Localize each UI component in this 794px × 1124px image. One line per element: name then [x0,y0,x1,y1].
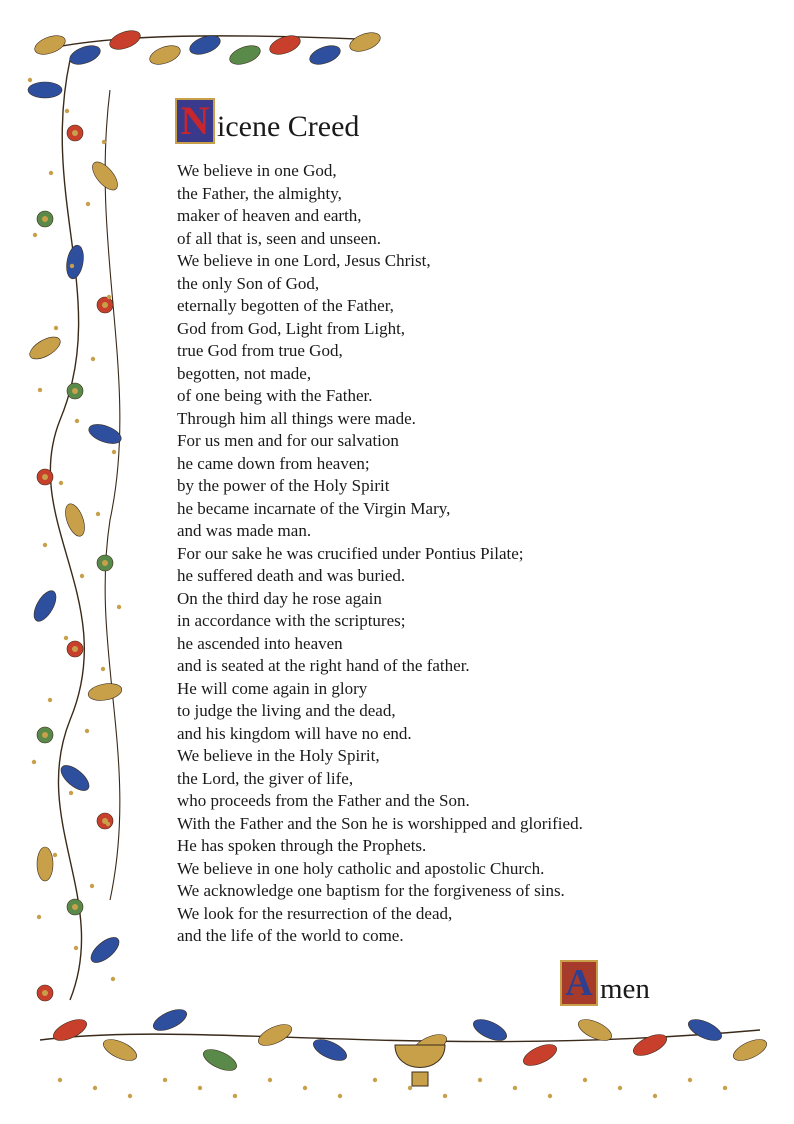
gold-dot-icon [65,109,69,113]
flower-center-icon [72,388,78,394]
flower-center-icon [42,990,48,996]
creed-line: God from God, Light from Light, [177,318,406,338]
gold-dot-icon [408,1086,412,1090]
flower-center-icon [42,732,48,738]
gold-dot-icon [478,1078,482,1082]
title-initial-box [175,98,215,144]
creed-line: by the power of the Holy Spirit [177,476,390,495]
amen-text: men [600,973,650,1005]
gold-dot-icon [688,1078,692,1082]
gold-dot-icon [33,233,37,237]
amen-initial: A [565,962,593,1004]
acanthus-leaf-icon [67,42,103,68]
creed-line: We look for the resurrection of the dead, [177,903,453,923]
gold-dot-icon [37,915,41,919]
creed-line: We believe in one God, [177,161,337,180]
creed-line: Through him all things were made. [177,408,416,428]
gold-dot-icon [107,295,111,299]
gold-dot-icon [58,1078,62,1082]
creed-line: We believe in one holy catholic and apostolic Church. [177,858,545,878]
gold-dot-icon [93,1086,97,1090]
flower-center-icon [72,904,78,910]
flower-center-icon [102,302,108,308]
acanthus-leaf-icon [64,244,86,280]
creed-text [177,160,717,948]
gold-dot-icon [268,1078,272,1082]
creed-line: who proceeds from the Father and the Son. [177,791,470,810]
creed-line: the Father, the almighty, [177,183,342,203]
creed-line: the Lord, the giver of life, [177,768,354,788]
creed-line: On the third day he rose again [177,588,382,608]
acanthus-leaf-icon [28,82,62,98]
acanthus-leaf-icon [730,1035,769,1065]
gold-dot-icon [91,357,95,361]
acanthus-leaf-icon [87,681,123,703]
creed-line: He has spoken through the Prophets. [177,836,427,855]
flower-center-icon [72,646,78,652]
acanthus-leaf-icon [147,42,183,68]
gold-dot-icon [443,1094,447,1098]
gold-dot-icon [111,977,115,981]
acanthus-leaf-icon [50,1015,89,1045]
creed-line: he suffered death and was buried. [177,566,406,585]
gold-dot-icon [128,1094,132,1098]
creed-line: and his kingdom will have no end. [177,723,412,743]
creed-line: and is seated at the right hand of the father. [177,656,470,675]
gold-dot-icon [74,946,78,950]
gold-dot-icon [69,791,73,795]
acanthus-leaf-icon [57,761,93,795]
gold-dot-icon [28,78,32,82]
creed-line: the only Son of God, [177,273,320,293]
gold-dot-icon [86,202,90,206]
gold-dot-icon [53,853,57,857]
gold-dot-icon [80,574,84,578]
acanthus-leaf-icon [227,42,263,68]
gold-dot-icon [85,729,89,733]
gold-dot-icon [653,1094,657,1098]
flower-center-icon [42,474,48,480]
vase-icon [395,1045,445,1068]
amen-initial-box [560,960,598,1006]
gold-dot-icon [64,636,68,640]
gold-dot-icon [373,1078,377,1082]
acanthus-leaf-icon [520,1040,559,1070]
gold-dot-icon [102,140,106,144]
acanthus-leaf-icon [86,421,123,448]
acanthus-leaf-icon [470,1015,509,1045]
flower-center-icon [42,216,48,222]
gold-dot-icon [75,419,79,423]
gold-dot-icon [48,698,52,702]
creed-line: For our sake he was crucified under Pontius Pilate; [177,543,524,563]
title-initial: N [180,98,210,143]
creed-line: We acknowledge one baptism for the forgiveness of sins. [177,881,565,900]
gold-dot-icon [163,1078,167,1082]
gold-dot-icon [198,1086,202,1090]
gold-dot-icon [101,667,105,671]
acanthus-leaf-icon [62,501,89,538]
creed-line: in accordance with the scriptures; [177,611,406,630]
acanthus-leaf-icon [150,1005,189,1035]
gold-dot-icon [96,512,100,516]
creed-line: to judge the living and the dead, [177,701,396,720]
gold-dot-icon [70,264,74,268]
acanthus-leaf-icon [26,333,63,364]
gold-dot-icon [54,326,58,330]
gold-dot-icon [90,884,94,888]
creed-line: maker of heaven and earth, [177,206,362,225]
gold-dot-icon [233,1094,237,1098]
creed-line: he became incarnate of the Virgin Mary, [177,498,451,518]
creed-line: eternally begotten of the Father, [177,296,394,315]
acanthus-leaf-icon [32,32,68,58]
creed-line: begotten, not made, [177,363,312,383]
gold-dot-icon [106,822,110,826]
flower-center-icon [102,560,108,566]
creed-line: We believe in the Holy Spirit, [177,746,380,765]
gold-dot-icon [338,1094,342,1098]
acanthus-leaf-icon [347,29,383,55]
acanthus-leaf-icon [100,1035,139,1065]
vine-stem [105,90,120,900]
creed-line: of all that is, seen and unseen. [177,228,381,248]
gold-dot-icon [59,481,63,485]
gold-dot-icon [618,1086,622,1090]
acanthus-leaf-icon [630,1030,669,1060]
acanthus-leaf-icon [107,27,143,53]
closing-amen [560,958,650,1006]
acanthus-leaf-icon [87,933,123,967]
vase-base-icon [412,1072,428,1086]
gold-dot-icon [49,171,53,175]
creed-line: He will come again in glory [177,678,368,698]
gold-dot-icon [548,1094,552,1098]
creed-line: With the Father and the Son he is worshipped and glorified. [177,813,583,833]
page-title [175,96,359,144]
creed-line: of one being with the Father. [177,386,373,405]
gold-dot-icon [38,388,42,392]
title-text: icene Creed [217,110,360,143]
acanthus-leaf-icon [30,587,61,624]
acanthus-leaf-icon [255,1020,294,1050]
flower-center-icon [72,130,78,136]
creed-line: For us men and for our salvation [177,431,399,450]
creed-line: We believe in one Lord, Jesus Christ, [177,251,431,270]
creed-line: he came down from heaven; [177,453,370,473]
gold-dot-icon [583,1078,587,1082]
gold-dot-icon [117,605,121,609]
acanthus-leaf-icon [685,1015,724,1045]
creed-line: true God from true God, [177,341,343,360]
creed-line: and was made man. [177,521,312,540]
gold-dot-icon [513,1086,517,1090]
acanthus-leaf-icon [200,1045,239,1075]
acanthus-leaf-icon [37,847,53,881]
gold-dot-icon [303,1086,307,1090]
acanthus-leaf-icon [307,42,343,68]
creed-line: he ascended into heaven [177,633,343,653]
creed-line: and the life of the world to come. [177,926,404,945]
gold-dot-icon [112,450,116,454]
gold-dot-icon [723,1086,727,1090]
gold-dot-icon [43,543,47,547]
gold-dot-icon [32,760,36,764]
